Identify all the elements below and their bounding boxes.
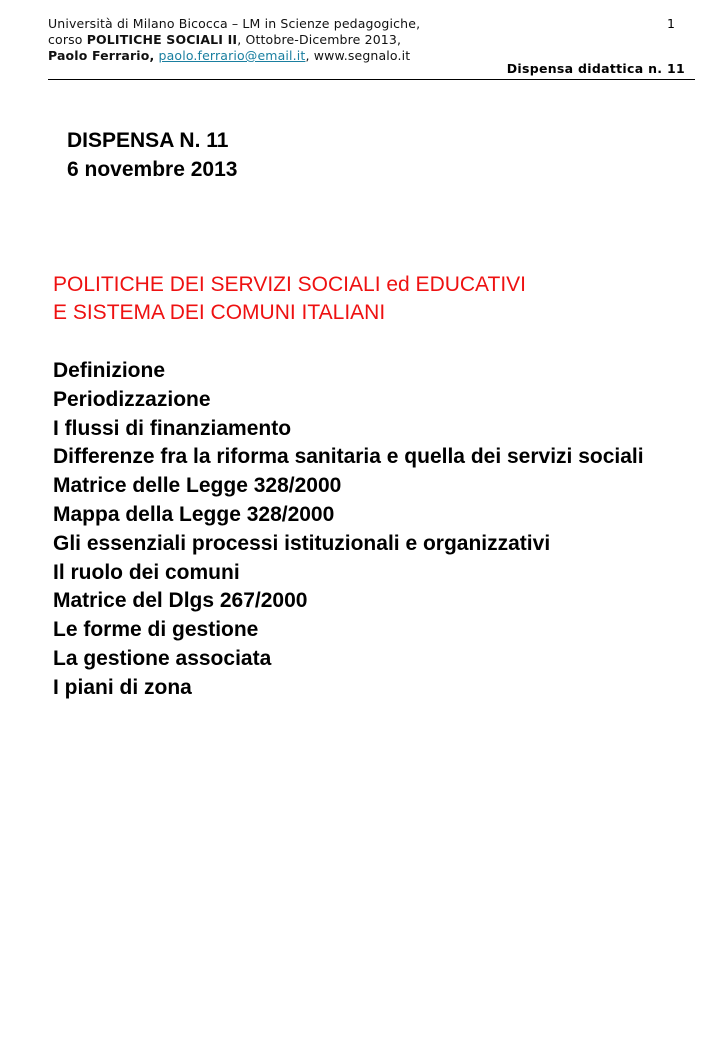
header-author-line: [48, 48, 420, 64]
author-email-link[interactable]: paolo.ferrario@email.it: [158, 48, 306, 63]
topic-item: Le forme di gestione: [53, 618, 259, 642]
topic-item: I flussi di finanziamento: [53, 416, 292, 440]
topic-item: Periodizzazione: [53, 387, 211, 411]
title-line-1: POLITICHE DEI SERVIZI SOCIALI ed EDUCATIVI: [53, 273, 527, 296]
header-course-name: POLITICHE SOCIALI II: [86, 32, 238, 47]
header-course-prefix: corso: [48, 32, 87, 47]
topic-list: [53, 357, 673, 703]
header-divider: [48, 79, 695, 80]
topic-item: La gestione associata: [53, 646, 272, 670]
dispensa-number: DISPENSA N. 11: [67, 129, 229, 152]
header-university-line: Università di Milano Bicocca – LM in Scienze pedagogiche,: [48, 16, 421, 31]
page-header: [48, 16, 420, 64]
topic-item: Definizione: [53, 359, 166, 382]
topic-item: Il ruolo dei comuni: [53, 560, 240, 584]
header-course-dates: , Ottobre-Dicembre 2013,: [237, 32, 402, 47]
document-title: [53, 271, 526, 327]
header-author: Paolo Ferrario,: [48, 48, 155, 63]
topic-item: Differenze fra la riforma sanitaria e quella dei servizi sociali: [53, 445, 644, 469]
topic-item: I piani di zona: [53, 675, 192, 699]
header-course-line: [48, 32, 420, 48]
topic-item: Matrice del Dlgs 267/2000: [53, 589, 308, 613]
header-website: , www.segnalo.it: [305, 48, 411, 63]
running-head: Dispensa didattica n. 11: [506, 61, 685, 76]
topic-item: Gli essenziali processi istituzionali e organizzativi: [53, 531, 551, 555]
dispensa-date: 6 novembre 2013: [67, 158, 238, 181]
page-number: 1: [667, 16, 675, 31]
title-line-2: E SISTEMA DEI COMUNI ITALIANI: [53, 301, 386, 324]
topic-item: Mappa della Legge 328/2000: [53, 502, 335, 526]
dispensa-block: [67, 126, 237, 184]
topic-item: Matrice delle Legge 328/2000: [53, 474, 342, 498]
